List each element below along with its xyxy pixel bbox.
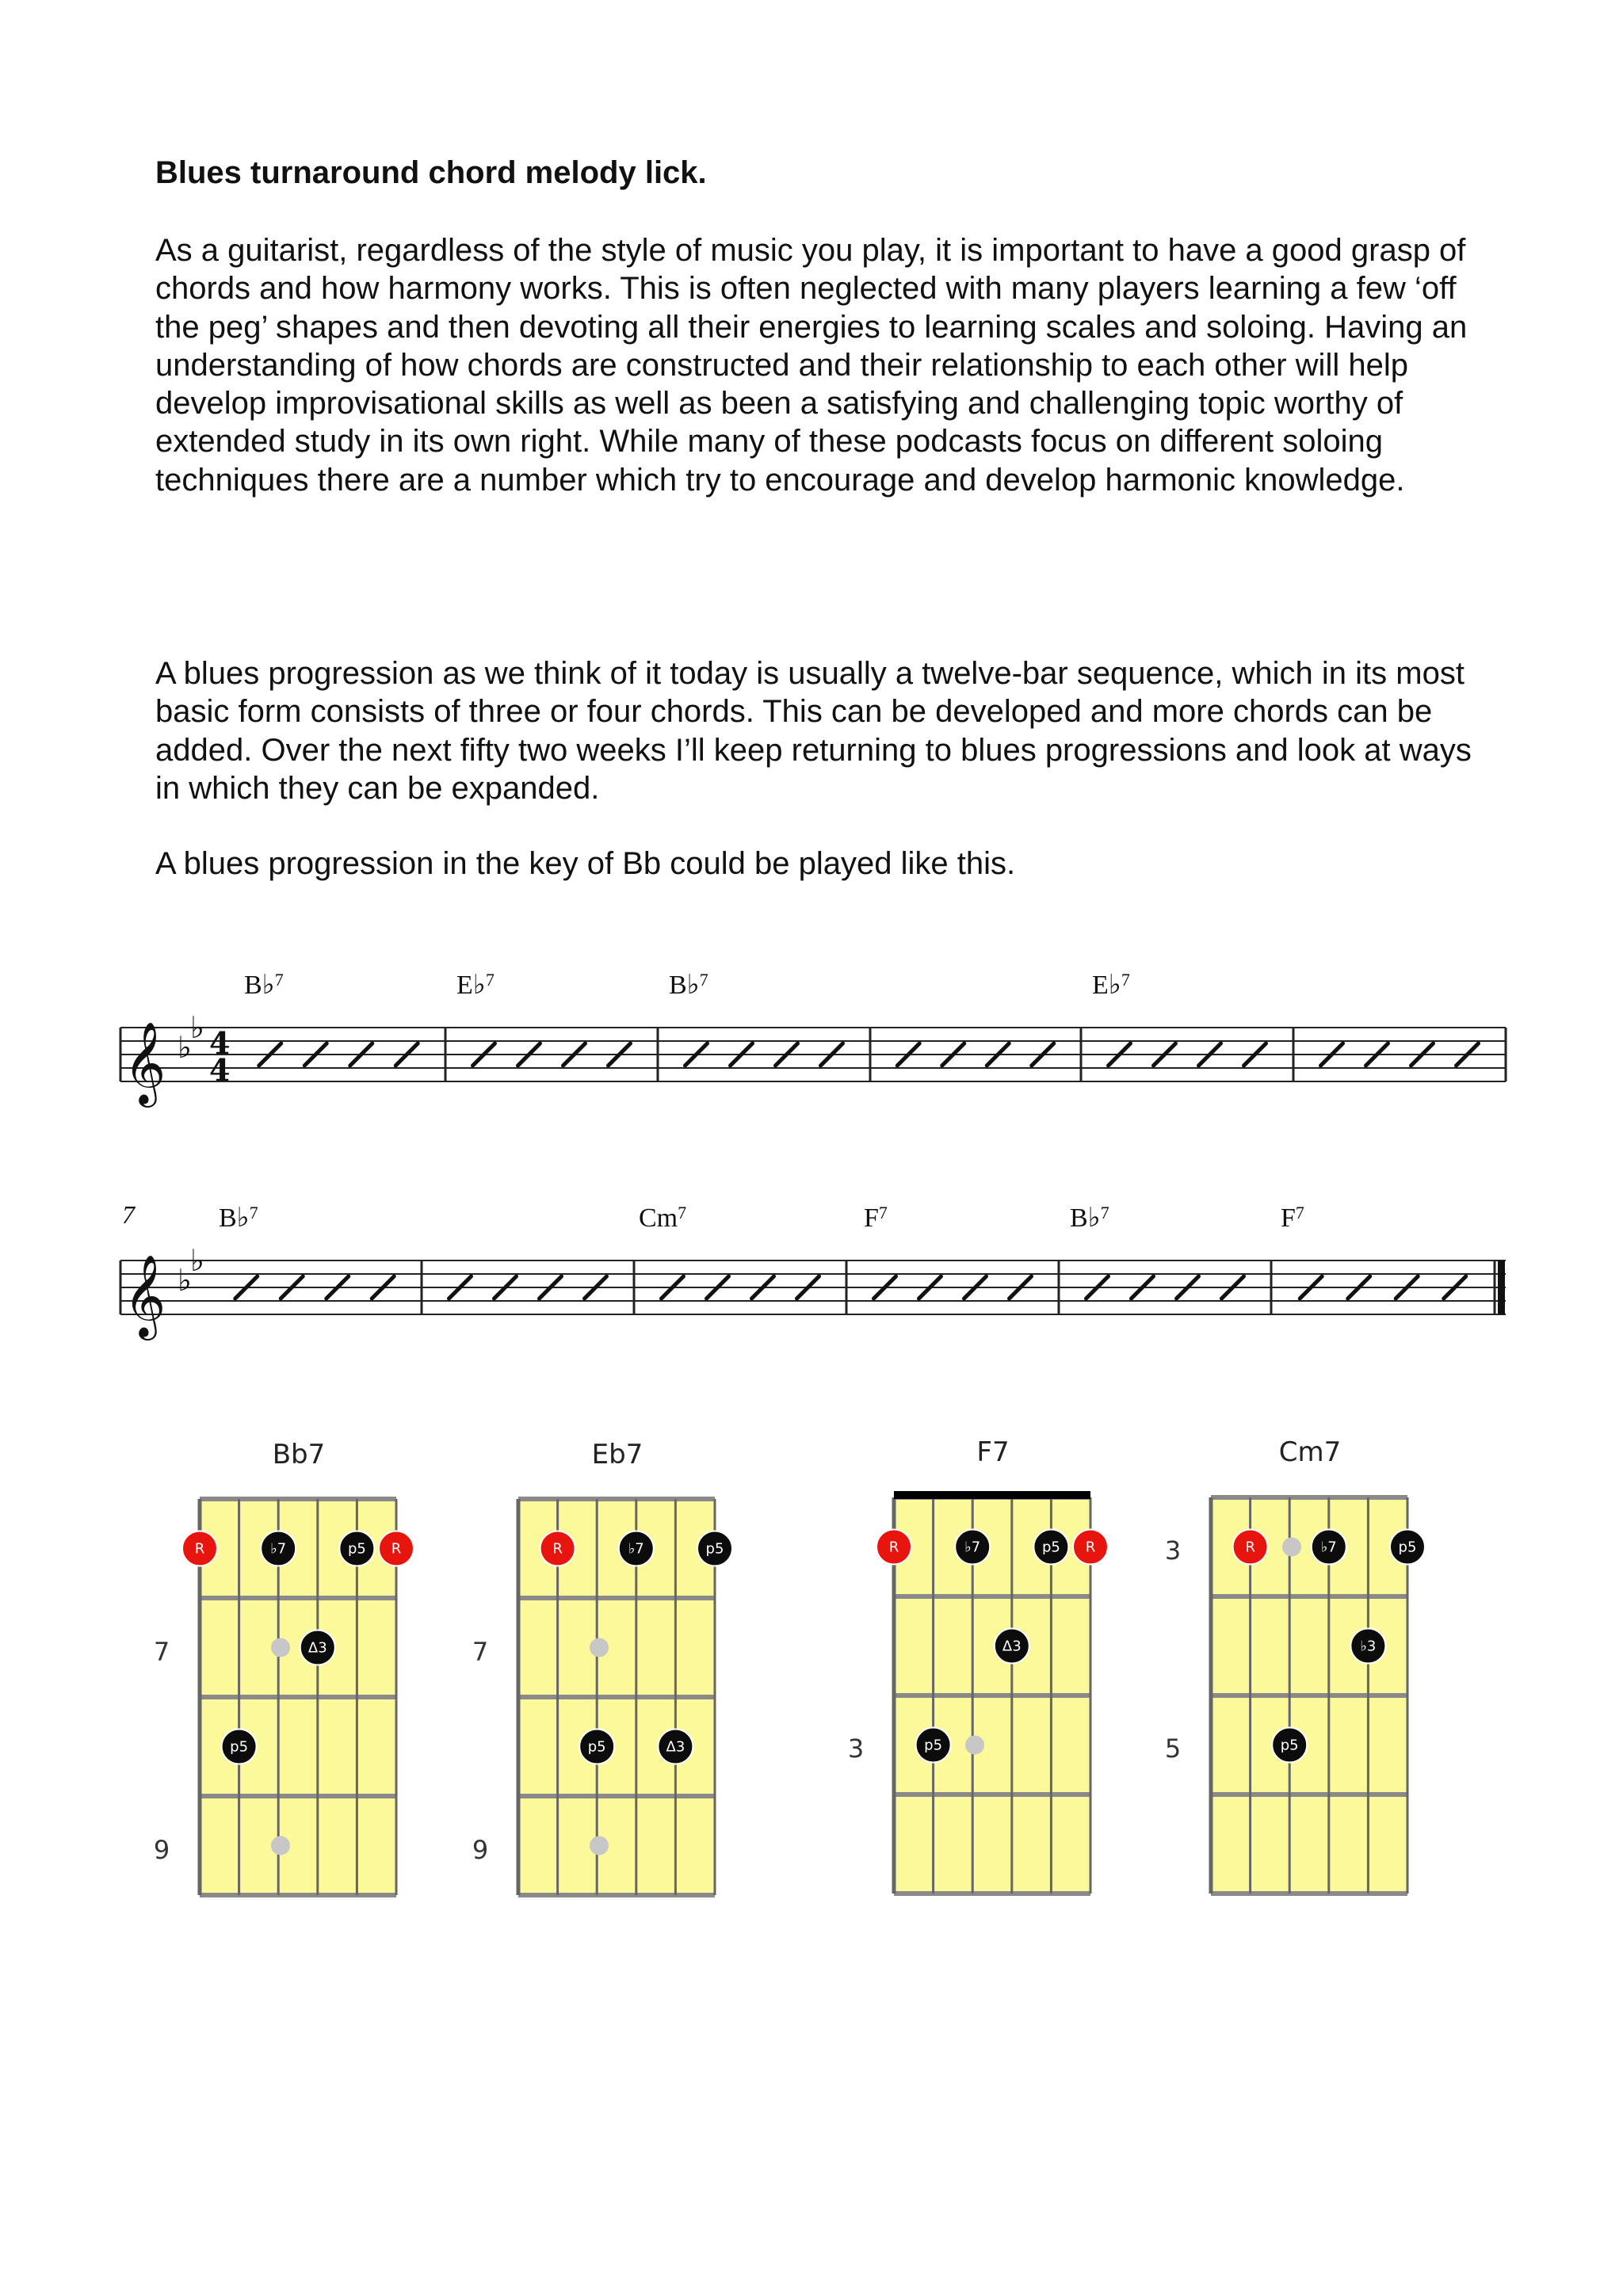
chord-diagram-title: Cm7	[1278, 1436, 1342, 1468]
interval-note-dot	[339, 1531, 374, 1566]
interval-note-dot	[1272, 1728, 1307, 1763]
chord-symbol: B♭$^7$	[219, 1203, 258, 1233]
note-label: p5	[1280, 1737, 1299, 1754]
fret-number: 9	[472, 1835, 489, 1865]
chord-symbol: E♭$^7$	[1092, 970, 1130, 1000]
interval-note-dot	[1033, 1530, 1068, 1565]
root-note-dot	[1233, 1530, 1268, 1565]
note-label: p5	[705, 1540, 724, 1558]
note-label: p5	[1041, 1539, 1060, 1556]
interval-note-dot	[619, 1531, 654, 1566]
chord-diagram-f7	[848, 1436, 1108, 1894]
fret-number: 3	[847, 1733, 865, 1764]
note-label: Δ3	[1002, 1638, 1022, 1655]
chord-symbol: Cm$^7$	[639, 1203, 687, 1233]
note-label: p5	[924, 1737, 943, 1754]
root-note-dot	[379, 1531, 414, 1566]
key-signature-flat: ♭	[178, 1030, 192, 1065]
chord-diagram-eb7	[472, 1439, 732, 1895]
time-signature-bottom: 4	[209, 1052, 231, 1088]
root-note-dot	[876, 1530, 911, 1565]
interval-note-dot	[916, 1728, 951, 1763]
note-label: ♭7	[628, 1540, 644, 1558]
root-note-dot	[1073, 1530, 1108, 1565]
fret-position-marker	[271, 1638, 290, 1657]
fret-position-marker	[1282, 1538, 1301, 1557]
chord-diagrams	[154, 1436, 1425, 1895]
note-label: R	[1085, 1539, 1096, 1556]
root-note-dot	[182, 1531, 217, 1566]
note-label: p5	[230, 1738, 249, 1756]
treble-clef: 𝄞	[124, 1021, 166, 1104]
interval-note-dot	[955, 1530, 990, 1565]
fret-number: 3	[1164, 1535, 1182, 1566]
note-label: R	[194, 1540, 205, 1558]
note-label: Δ3	[307, 1639, 327, 1657]
paragraph-key-of-bb: A blues progression in the key of Bb could be played like this.	[155, 846, 1016, 881]
chord-diagram-cm7	[1165, 1436, 1425, 1894]
time-signature-top: 4	[209, 1025, 231, 1061]
final-barline	[1498, 1261, 1505, 1314]
interval-note-dot	[995, 1629, 1029, 1664]
staff-system-1	[120, 970, 1506, 1108]
chord-diagram-title: F7	[976, 1436, 1010, 1468]
measure-number: 7	[122, 1200, 135, 1229]
fret-number: 7	[153, 1637, 170, 1667]
key-signature-flat: ♭	[178, 1263, 192, 1298]
fret-position-marker	[590, 1638, 609, 1657]
interval-note-dot	[658, 1730, 693, 1764]
note-label: p5	[587, 1738, 606, 1756]
key-signature-flat: ♭	[190, 1243, 204, 1278]
interval-note-dot	[1390, 1530, 1425, 1565]
chord-symbol: E♭$^7$	[456, 970, 495, 1000]
root-note-dot	[540, 1531, 575, 1566]
interval-note-dot	[261, 1531, 296, 1566]
chord-diagram-title: Bb7	[272, 1439, 326, 1470]
document-title: Blues turnaround chord melody lick.	[155, 155, 707, 190]
note-label: ♭7	[964, 1539, 981, 1556]
note-label: R	[391, 1540, 402, 1558]
treble-clef: 𝄞	[124, 1254, 166, 1337]
chord-symbol: $F^7$	[1281, 1203, 1304, 1233]
fret-position-marker	[590, 1836, 609, 1855]
fret-number: 7	[472, 1637, 489, 1667]
staff-system-2	[120, 1200, 1506, 1341]
interval-note-dot	[1350, 1629, 1385, 1664]
note-label: R	[1245, 1539, 1255, 1556]
fret-position-marker	[271, 1836, 290, 1855]
chord-diagram-title: Eb7	[591, 1439, 643, 1470]
note-label: p5	[1398, 1539, 1417, 1556]
note-label: ♭7	[270, 1540, 287, 1558]
fret-number: 5	[1164, 1733, 1182, 1764]
note-label: ♭3	[1360, 1638, 1377, 1655]
chord-symbol: B♭$^7$	[244, 970, 284, 1000]
note-label: Δ3	[666, 1738, 685, 1756]
chord-symbol: B♭$^7$	[669, 970, 708, 1000]
nut	[894, 1491, 1090, 1499]
chord-symbol: B♭$^7$	[1070, 1203, 1109, 1233]
interval-note-dot	[1312, 1530, 1346, 1565]
paragraph-intro: As a guitarist, regardless of the style of music you play, it is important to have a good grasp of chords and how harmony works. This is often neglected with many players learning a few ‘off the peg’ shapes and then devoting all their energies to learning scales and soloing. Having an understanding of how chords are constructed and their relationship to each other will help develop improvisational skills as well as been a satisfying and challenging topic worthy of extended study in its own right. While many of these podcasts focus on different soloing techniques there are a number which try to encourage and develop harmonic knowledge.	[155, 233, 1468, 498]
interval-note-dot	[222, 1730, 257, 1764]
fret-number: 9	[153, 1835, 170, 1865]
note-label: ♭7	[1320, 1539, 1337, 1556]
fret-position-marker	[965, 1736, 984, 1755]
note-label: p5	[347, 1540, 366, 1558]
chord-diagram-bb7	[154, 1439, 414, 1895]
interval-note-dot	[579, 1730, 614, 1764]
note-label: R	[888, 1539, 899, 1556]
paragraph-blues-progression: A blues progression as we think of it today is usually a twelve-bar sequence, which in its most basic form consists of three or four chords. This can be developed and more chords can be added. Over the next fifty two weeks I’ll keep returning to blues progressions and look at ways in which they can be expanded.	[155, 656, 1472, 806]
note-label: R	[552, 1540, 563, 1558]
interval-note-dot	[697, 1531, 732, 1566]
key-signature-flat: ♭	[190, 1010, 204, 1045]
interval-note-dot	[300, 1630, 335, 1665]
chord-symbol: $F^7$	[864, 1203, 888, 1233]
